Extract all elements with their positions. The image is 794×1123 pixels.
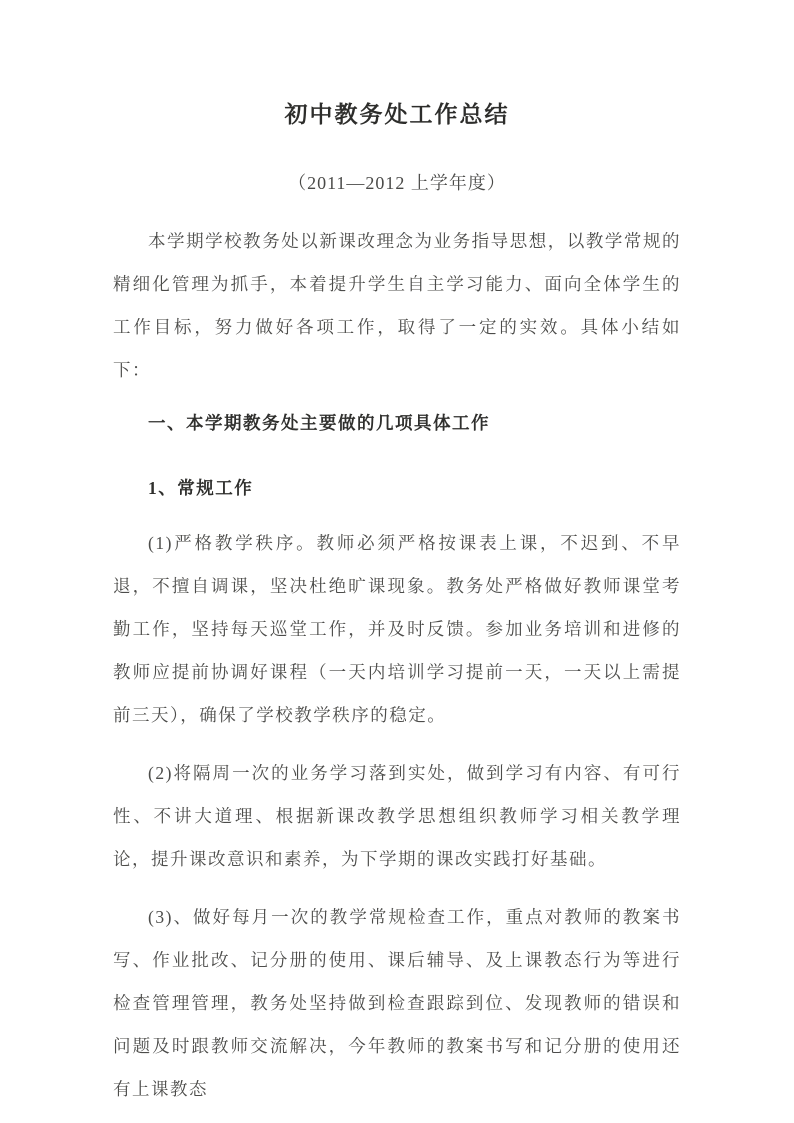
intro-paragraph: 本学期学校教务处以新课改理念为业务指导思想，以教学常规的精细化管理为抓手，本着提升学生自主学习能力、面向全体学生的工作目标，努力做好各项工作，取得了一定的实效。具体小结如下： bbox=[113, 231, 681, 380]
document-title: 初中教务处工作总结 bbox=[284, 102, 510, 127]
sub-heading: 1、常规工作 bbox=[148, 478, 254, 498]
section-heading: 一、本学期教务处主要做的几项具体工作 bbox=[148, 413, 490, 433]
body-paragraph-1: (1)严格教学秩序。教师必须严格按课表上课，不迟到、不早退，不擅自调课，坚决杜绝旷课现象。教务处严格做好教师课堂考勤工作，坚持每天巡堂工作，并及时反馈。参加业务培训和进修的教师应提前协调好课程（一天内培训学习提前一天，一天以上需提前三天），确保了学校教学秩序的稳定。 bbox=[113, 533, 681, 725]
body-paragraph-2: (2)将隔周一次的业务学习落到实处，做到学习有内容、有可行性、不讲大道理、根据新课改教学思想组织教师学习相关教学理论，提升课改意识和素养，为下学期的课改实践打好基础。 bbox=[113, 763, 681, 869]
body-paragraph-3: (3)、做好每月一次的教学常规检查工作，重点对教师的教案书写、作业批改、记分册的使用、课后辅导、及上课教态行为等进行检查管理管理，教务处坚持做到检查跟踪到位、发现教师的错误和问题及时跟教师交流解决，今年教师的教案书写和记分册的使用还有上课教态 bbox=[113, 907, 681, 1099]
document-subtitle: （2011—2012 上学年度） bbox=[288, 173, 506, 193]
